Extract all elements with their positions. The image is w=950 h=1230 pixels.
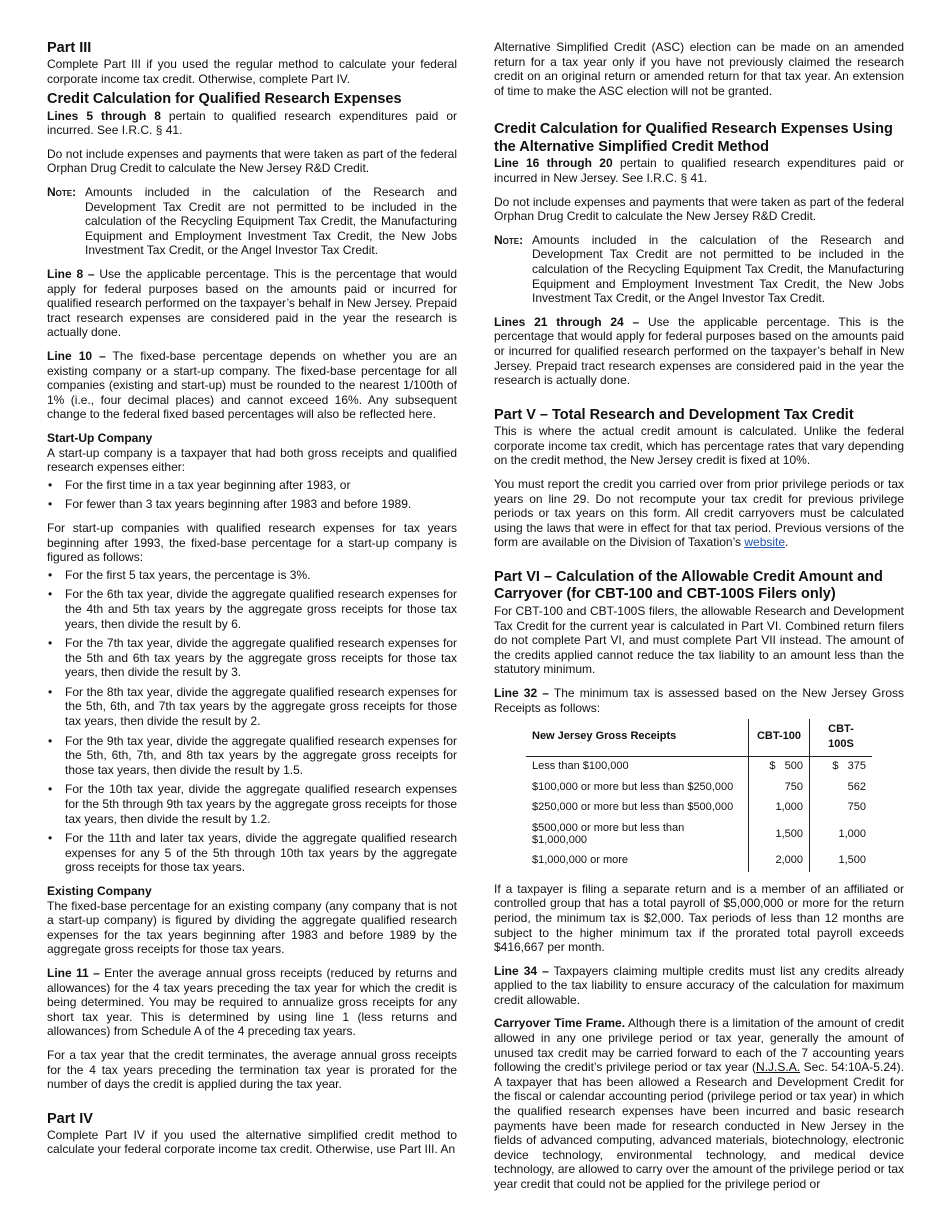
asc-continuation: Alternative Simplified Credit (ASC) election can be made on an amended return for a tax year only if you have not previously claimed the research credit on an original return or amended return for that tax year. An extension of time to make the ASC election will not be granted. (494, 40, 904, 98)
part-v-text: This is where the actual credit amount is calculated. Unlike the federal corporate income tax credit, which has percentage rates that vary depending on the credit method, the New Jersey credit is fixed at 10%. (494, 424, 904, 468)
table-row (526, 851, 872, 871)
list-item: • For the 7th tax year, divide the aggregate qualified research expenses for the 5th and 6th tax years by the aggregate gross receipts for those tax years, then divide the result by 3. (47, 636, 457, 680)
line-11-paragraph (47, 966, 457, 1039)
startup-company-heading: Start-Up Company (47, 430, 153, 445)
lines-5-8-paragraph (47, 109, 457, 138)
table-cell: Less than $100,000 (532, 760, 629, 773)
part-iii-heading: Part III (47, 40, 92, 56)
column-header: New Jersey Gross Receipts (526, 719, 749, 757)
note-block-2 (494, 233, 904, 306)
table-cell: 1,000 (810, 819, 873, 852)
table-header-row (526, 719, 872, 757)
lines-5-8-text: pertain to qualified research expenditures paid or incurred. See I.R.C. § 41. (47, 108, 457, 138)
table-cell: 750 (810, 798, 873, 818)
line-34-lead: Line 34 – (494, 963, 549, 978)
line-10-paragraph (47, 349, 457, 422)
right-column (494, 40, 904, 1201)
line-32-lead: Line 32 – (494, 685, 549, 700)
report-text-before: You must report the credit you carried over from prior privilege periods or tax years on line 29. Do not recompute your tax credit for previous privilege periods or tax years on this form. All credit carryovers must be calculated using the laws that were in effect for that tax period. Previous versions of the form are available on the Division of Taxation’s (494, 476, 904, 550)
table-cell: $ 500 (749, 757, 810, 778)
table-cell: 2,000 (749, 851, 810, 871)
credit-calculation-heading: Credit Calculation for Qualified Research Expenses (47, 91, 402, 108)
startup-company-text: A start-up company is a taxpayer that had both gross receipts and qualified research expenses either: (47, 445, 457, 475)
list-item: • For the 6th tax year, divide the aggregate qualified research expenses for the 4th and 5th tax years by the aggregate gross receipts for those tax years, then divide the result by 6. (47, 587, 457, 631)
website-link[interactable]: website (744, 535, 786, 550)
lines-21-24-lead: Lines 21 through 24 – (494, 314, 640, 329)
carryover-text-1: Although there is a limitation of the amount of credit allowed in any one privilege period or tax year, generally the amount of unused tax credit may be carried forward to each of the 7 accounting years following the credit’s privilege period or tax year ( (494, 1016, 904, 1075)
table-cell: $ 375 (810, 757, 873, 778)
line-8-lead: Line 8 – (47, 267, 95, 282)
list-item: • For the 9th tax year, divide the aggregate qualified research expenses for the 5th, 6th, 7th, and 8th tax years by the aggregate gross receipts for those tax years, then divide the result by 1.5. (47, 734, 457, 778)
table-row (526, 757, 872, 778)
line-10-text: The fixed-base percentage depends on whether you are an existing company or a start-up company. The fixed-base percentage for all companies (existing and start-up) must be rounded to the nearest 1/100th of 1% (i.e., four decimal places) and cannot exceed 16%. Any subsequent change to the federal fixed based percentages will also be reflected here. (47, 349, 458, 422)
part-iii-intro: Complete Part III if you used the regular method to calculate your federal corporate income tax credit. Otherwise, complete Part IV. (47, 57, 457, 86)
table-cell: 1,000 (749, 798, 810, 818)
carryover-report-paragraph (494, 477, 904, 550)
list-item: • For the first time in a tax year beginning after 1983, or (47, 478, 457, 493)
line-34-paragraph (494, 964, 904, 1008)
table-row (526, 798, 872, 818)
table-cell: $250,000 or more but less than $500,000 (532, 801, 734, 814)
line-11-text: Enter the average annual gross receipts (reduced by returns and allowances) for the 4 tax years preceding the tax year for which the credit is being determined. You may be required to annualize gross receipts for any short tax year. This is determined by using line 1 (less returns and allowances) from Schedule A of the 4 preceding tax years. (47, 965, 457, 1039)
table-cell: 1,500 (810, 851, 873, 871)
note-label: Note: (47, 185, 77, 200)
lines-16-20-text: pertain to qualified research expenditures paid or incurred in New Jersey. See I.R.C. § 41. (494, 156, 905, 185)
startup-criteria-list (47, 478, 457, 512)
tax-year-rules-list (47, 568, 457, 875)
lines-16-20-paragraph (494, 156, 904, 185)
line-32-text: The minimum tax is assessed based on the New Jersey Gross Receipts as follows: (494, 685, 905, 715)
report-text-after: . (785, 535, 789, 550)
note-block (47, 185, 457, 258)
table-cell: $1,000,000 or more (532, 854, 629, 867)
orphan-drug-paragraph: Do not include expenses and payments that were taken as part of the federal Orphan Drug Credit to calculate the New Jersey R&D Credit. (47, 146, 457, 176)
line-32-paragraph (494, 686, 904, 715)
line-8-paragraph (47, 267, 457, 340)
lines-21-24-paragraph (494, 315, 904, 388)
lines-5-8-lead: Lines 5 through 8 (47, 108, 161, 123)
list-item: • For the 8th tax year, divide the aggregate qualified research expenses for the 5th, 6th, and 7th tax years by the aggregate gross receipts for those tax years, then divide the result by 2. (47, 685, 457, 729)
part-vi-heading: Part VI – Calculation of the Allowable Credit Amount and Carryover (for CBT-100 and CBT-100S Filers only) (494, 568, 883, 603)
carryover-lead: Carryover Time Frame. (494, 1016, 626, 1031)
line-8-text: Use the applicable percentage. This is the percentage that would apply for federal purposes based on the amounts paid or incurred for qualified research performed on the taxpayer’s behalf in New Jersey. Prepaid tract research expenses are considered paid in the year the research is actually done. (47, 267, 458, 340)
existing-company-heading: Existing Company (47, 884, 152, 898)
line-10-lead: Line 10 – (47, 349, 106, 363)
table-cell: $100,000 or more but less than $250,000 (532, 780, 734, 793)
note-text: Amounts included in the calculation of the Research and Development Tax Credit are not permitted to be included in the calculation of the Recycling Equipment Tax Credit, the Manufacturing Equipment and Employment Investment Tax Credit, the New Jobs Investment Tax Credit, or the Angel Investor Tax Credit. (532, 232, 904, 306)
list-item: • For the 11th and later tax years, divide the aggregate qualified research expenses for any 5 of the 5th through 10th tax years by the aggregate gross receipts for those tax years. (47, 831, 457, 875)
lines-21-24-text: Use the applicable percentage. This is the percentage that would apply for federal purposes based on the amounts paid or incurred for qualified research performed on the taxpayer’s behalf in New Jersey. Prepaid tract research expenses are considered paid in the year the research is actually done. (494, 314, 904, 388)
table-cell: 750 (749, 778, 810, 798)
part-v-heading: Part V – Total Research and Development Tax Credit (494, 406, 854, 423)
part-iv-text: Complete Part IV if you used the alternative simplified credit method to calculate your federal corporate income tax credit. Otherwise, use Part III. An (47, 1127, 457, 1157)
table-cell: $500,000 or more but less than $1,000,000 (532, 821, 685, 846)
startup-after-1993-paragraph: For start-up companies with qualified research expenses for tax years beginning after 1993, the fixed-base percentage for a start-up company is figured as follows: (47, 520, 457, 565)
carryover-time-frame-paragraph (494, 1016, 904, 1191)
affiliated-group-paragraph: If a taxpayer is filing a separate return and is a member of an affiliated or controlled group that has a total payroll of $5,000,000 or more for the return period, the minimum tax is $2,000. Tax periods of less than 12 months are subject to the higher minimum tax if the prorated total payroll exceeds $416,667 per month. (494, 881, 904, 955)
carryover-text-2: Sec. 54:10A-5.24). A taxpayer that has been allowed a Research and Development Credit for the fiscal or calendar accounting period (privilege period or tax year) in which the qualified research expenses have been incurred and basic research payments have been made for research conducted in New Jersey in the fields of advanced computing, advanced materials, biotechnology, electronic device technology, environmental technology, and medical device technology, are allowed to carry over the amount of the privilege period or tax year credit that could not be applied for the privilege period or (494, 1060, 905, 1191)
line-11-lead: Line 11 – (47, 965, 100, 980)
njsa-reference: N.J.S.A. (756, 1060, 801, 1075)
line-34-text: Taxpayers claiming multiple credits must list any credits already applied to the tax liability to ensure accuracy of the calculation for maximum credit allowable. (494, 963, 904, 1007)
list-item: • For the 10th tax year, divide the aggregate qualified research expenses for the 5th through 9th tax years by the aggregate gross receipts for those tax years, then divide the result by 1.2. (47, 782, 457, 826)
termination-paragraph: For a tax year that the credit terminates, the average annual gross receipts for the 4 tax years preceding the termination tax year is prorated for the number of days the credit is applied during the tax year. (47, 1047, 457, 1092)
note-label: Note: (494, 232, 524, 247)
asc-credit-heading: Credit Calculation for Qualified Research Expenses Using the Alternative Simplified Credit Method (494, 121, 893, 155)
existing-company-text: The fixed-base percentage for an existing company (any company that is not a start-up company) is figured by dividing the aggregate qualified research expenses for the tax years beginning after 1983 and before 1989 by the aggregate gross receipts for those tax years. (47, 898, 457, 957)
note-text: Amounts included in the calculation of the Research and Development Tax Credit are not permitted to be included in the calculation of the Recycling Equipment Tax Credit, the Manufacturing Equipment and Employment Investment Tax Credit, the New Jobs Investment Tax Credit, or the Angel Investor Tax Credit. (85, 185, 457, 258)
list-item: • For the first 5 tax years, the percentage is 3%. (47, 568, 457, 583)
table-row (526, 778, 872, 798)
column-header: CBT-100S (810, 719, 873, 757)
lines-16-20-lead: Line 16 through 20 (494, 156, 613, 171)
part-iv-heading: Part IV (47, 1110, 93, 1127)
orphan-drug-paragraph-2: Do not include expenses and payments that were taken as part of the federal Orphan Drug Credit to calculate the New Jersey R&D Credit. (494, 194, 904, 224)
column-header: CBT-100 (749, 719, 810, 757)
minimum-tax-table (526, 719, 872, 872)
left-column (47, 40, 457, 1166)
list-item: • For fewer than 3 tax years beginning after 1983 and before 1989. (47, 497, 457, 512)
table-cell: 562 (810, 778, 873, 798)
table-cell: 1,500 (749, 819, 810, 852)
table-row (526, 819, 872, 852)
part-vi-text: For CBT-100 and CBT-100S filers, the allowable Research and Development Tax Credit for the current year is calculated in Part VI. Combined return filers do not complete Part VI, and must complete Part VII instead. The amount of the credits applied cannot reduce the tax liability to an amount less than the statutory minimum. (494, 603, 904, 677)
